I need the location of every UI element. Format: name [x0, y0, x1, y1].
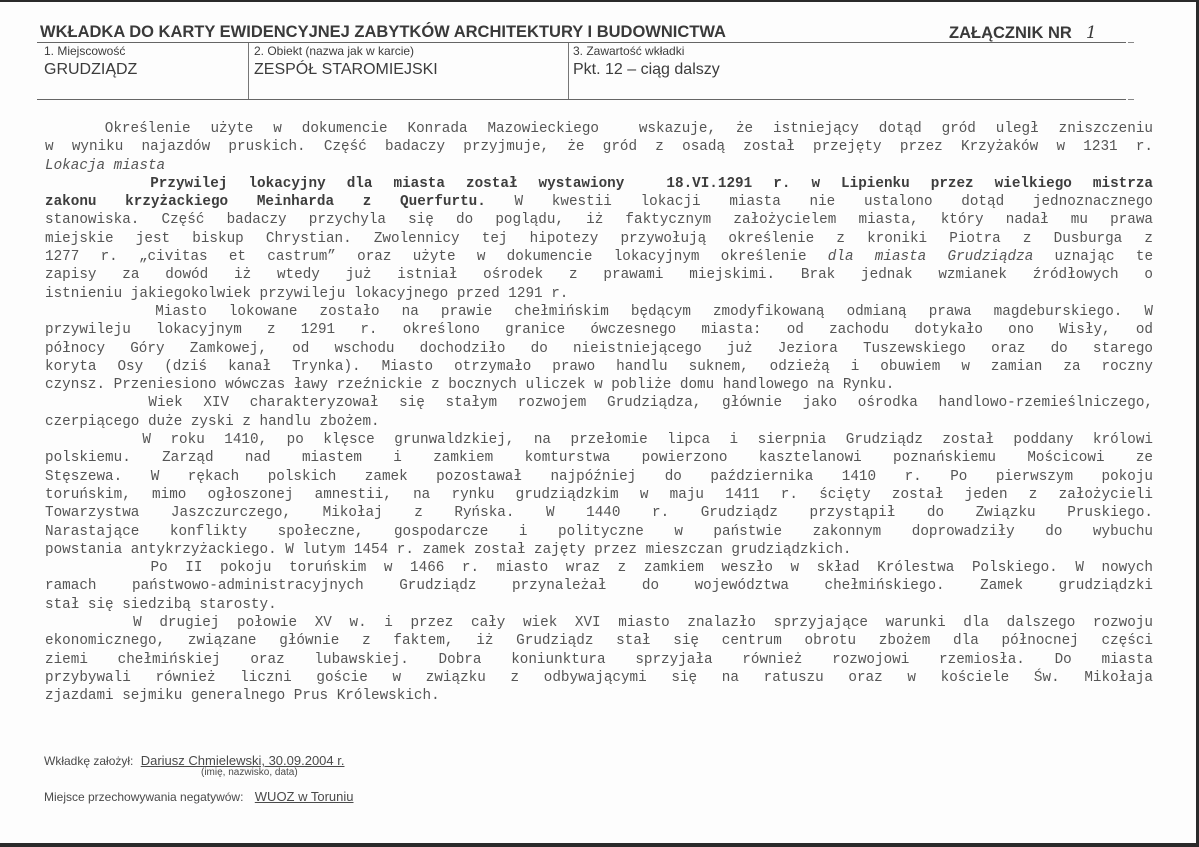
- body-line: toruńskim, mimo ogłoszonej amnestii, na rynku grudziądzkim w maju 1411 r. ścięty został jeden z założycieli: [45, 486, 1153, 503]
- body-line: stał się siedzibą starosty.: [45, 596, 277, 613]
- text-fragment: W kwestii lokacji miasta nie ustalono dotąd jednoznacznego: [485, 194, 1153, 211]
- body-line: zjazdami sejmiku generalnego Prus Królewskich.: [45, 688, 440, 705]
- field-divider-2: [568, 43, 569, 99]
- footer-author: [44, 753, 344, 768]
- text-fragment: uznając te: [1033, 249, 1154, 266]
- body-line-mixed: [45, 193, 1153, 211]
- document-body: [45, 120, 1153, 706]
- body-line: czynsz. Przeniesiono wówczas ławy rzeźnickie z bocznych uliczek w pobliże domu handlowego na Rynku.: [45, 377, 895, 394]
- author-label: Wkładkę założył:: [44, 754, 134, 768]
- document-title: WKŁADKA DO KARTY EWIDENCYJNEJ ZABYTKÓW ARCHITEKTURY I BUDOWNICTWA: [40, 23, 726, 41]
- author-value: Dariusz Chmielewski, 30.09.2004 r.: [140, 753, 345, 768]
- body-line: ekonomicznego, związane głównie z faktem, iż Grudziądz stał się centrum obrotu zbożem dla północnej części: [45, 633, 1153, 650]
- body-line: istnieniu jakiegokolwiek przywileju lokacyjnego przed 1291 r.: [45, 285, 569, 302]
- body-line: zapisy za dowód iż wtedy już istniał ośrodek z prawami miejskimi. Brak jednak wzmianek źródłowych o: [45, 267, 1153, 284]
- bold-fragment: zakonu krzyżackiego Meinharda z Querfurtu.: [45, 194, 486, 211]
- annex-heading: [949, 23, 1097, 43]
- body-line-mixed: [45, 248, 1153, 266]
- annex-label: ZAŁĄCZNIK NR: [949, 24, 1072, 42]
- author-note: (imię, nazwisko, data): [201, 767, 298, 778]
- footer-negatives: [44, 789, 354, 804]
- body-line: ziemi chełmińskiej oraz lubawskiej. Dobra koniunktura sprzyjała również rozwojowi rzemiosła. Do miasta: [45, 651, 1153, 668]
- body-line: ramach państwowo-administracyjnych Grudziądz przynależał do województwa chełmińskiego. Zamek grudziądzki: [45, 578, 1153, 595]
- body-line: Narastające konflikty społeczne, gospodarcze i polityczne w państwie zakonnym doprowadziły do wybuchu: [45, 523, 1153, 540]
- body-line: Po II pokoju toruńskim w 1466 r. miasto wraz z zamkiem weszło w skład Królestwa Polskiego. W nowych: [45, 560, 1153, 577]
- body-line: polskiemu. Zarząd nad miastem i zamkiem komturstwa powierzono kasztelanowi poznańskiemu Mościcowi ze: [45, 450, 1153, 467]
- body-line: czerpiącego duże zyski z handlu zbożem.: [45, 413, 380, 430]
- body-line-bold: Przywilej lokacyjny dla miasta został wystawiony 18.VI.1291 r. w Lipienku przez wielkiego mistrza: [45, 175, 1153, 192]
- document-page: [0, 2, 1196, 843]
- body-line: Wiek XIV charakteryzował się stałym rozwojem Grudziądza, głównie jako ośrodka handlowo-rzemieślniczego,: [45, 395, 1153, 412]
- body-line: W drugiej połowie XV w. i przez cały wiek XVI miasto znalazło sprzyjające warunki dla dalszego rozwoju: [45, 615, 1153, 632]
- negatives-value: WUOZ w Toruniu: [254, 789, 354, 804]
- body-line: Towarzystwa Jaszczurczego, Mikołaj z Ryńska. W 1440 r. Grudziądz przystąpił do Związku Pruskiego.: [45, 505, 1153, 522]
- field-label-contents: 3. Zawartość wkładki: [573, 44, 685, 58]
- text-fragment: 1277 r. „civitas et castrum” oraz użyte w dokumencie lokacyjnym określenie: [45, 249, 828, 266]
- annex-number: 1: [1085, 23, 1097, 43]
- body-line: Stęszewa. W rękach polskich zamek pozostawał najpóźniej do października 1410 r. Po pierwszym pokoju: [45, 468, 1153, 485]
- body-line: stanowiska. Część badaczy przychyla się do poglądu, iż faktycznym założycielem miasta, który nadał mu prawa: [45, 212, 1153, 229]
- field-value-locality: GRUDZIĄDZ: [44, 61, 138, 78]
- field-value-object: ZESPÓŁ STAROMIEJSKI: [254, 61, 438, 78]
- field-label-object: 2. Obiekt (nazwa jak w karcie): [254, 44, 415, 58]
- field-divider-1: [248, 43, 249, 99]
- header-bottom-rule-tail: [1128, 99, 1134, 100]
- body-line: koryta Osy (dziś kanał Trynka). Miasto otrzymało prawo handlu suknem, odzieżą i obuwiem w zamian za roczny: [45, 358, 1153, 375]
- body-line: przywileju lokacyjnym z 1291 r. określono granice ówczesnego miasta: od zachodu dotykało ono Wisły, od: [45, 322, 1153, 339]
- body-line: w wyniku najazdów pruskich. Część badaczy przyjmuje, że gród z osadą został przejęty przez Krzyżaków w 1231 r.: [45, 139, 1153, 156]
- header-top-rule: [37, 42, 1126, 43]
- header-bottom-rule: [37, 99, 1126, 100]
- body-line: Określenie użyte w dokumencie Konrada Mazowieckiego wskazuje, że istniejący dotąd gród uległ zniszczeniu: [45, 121, 1153, 137]
- italic-fragment: dla miasta Grudziądza: [827, 249, 1034, 266]
- section-heading-city-location: [45, 157, 1153, 175]
- body-line: powstania antykrzyżackiego. W lutym 1454 r. zamek został zajęty przez mieszczan grudziądzkich.: [45, 541, 852, 558]
- body-line: północy Góry Zamkowej, od wschodu dochodziło do nieistniejącego już Jeziora Tuszewskiego oraz do starego: [45, 340, 1153, 357]
- body-line: miejskie jest biskup Chrystian. Zwolennicy tej hipotezy przywołują określenie z kroniki Piotra z Dusburga z: [45, 230, 1153, 247]
- body-line: W roku 1410, po klęsce grunwaldzkiej, na przełomie lipca i sierpnia Grudziądz został poddany królowi: [45, 432, 1153, 449]
- header-top-rule-tail: [1128, 42, 1134, 43]
- body-line: Miasto lokowane zostało na prawie chełmińskim będącym zmodyfikowaną odmianą prawa magdeburskiego. W: [45, 303, 1153, 320]
- negatives-label: Miejsce przechowywania negatywów:: [44, 790, 244, 804]
- field-label-locality: 1. Miejscowość: [44, 44, 126, 58]
- field-value-contents: Pkt. 12 – ciąg dalszy: [573, 61, 720, 78]
- section-heading-text: Lokacja miasta: [45, 157, 166, 174]
- body-line: przybywali również liczni goście w związku z odbywającymi się na ratuszu oraz w kościele Św. Mikołaja: [45, 669, 1153, 686]
